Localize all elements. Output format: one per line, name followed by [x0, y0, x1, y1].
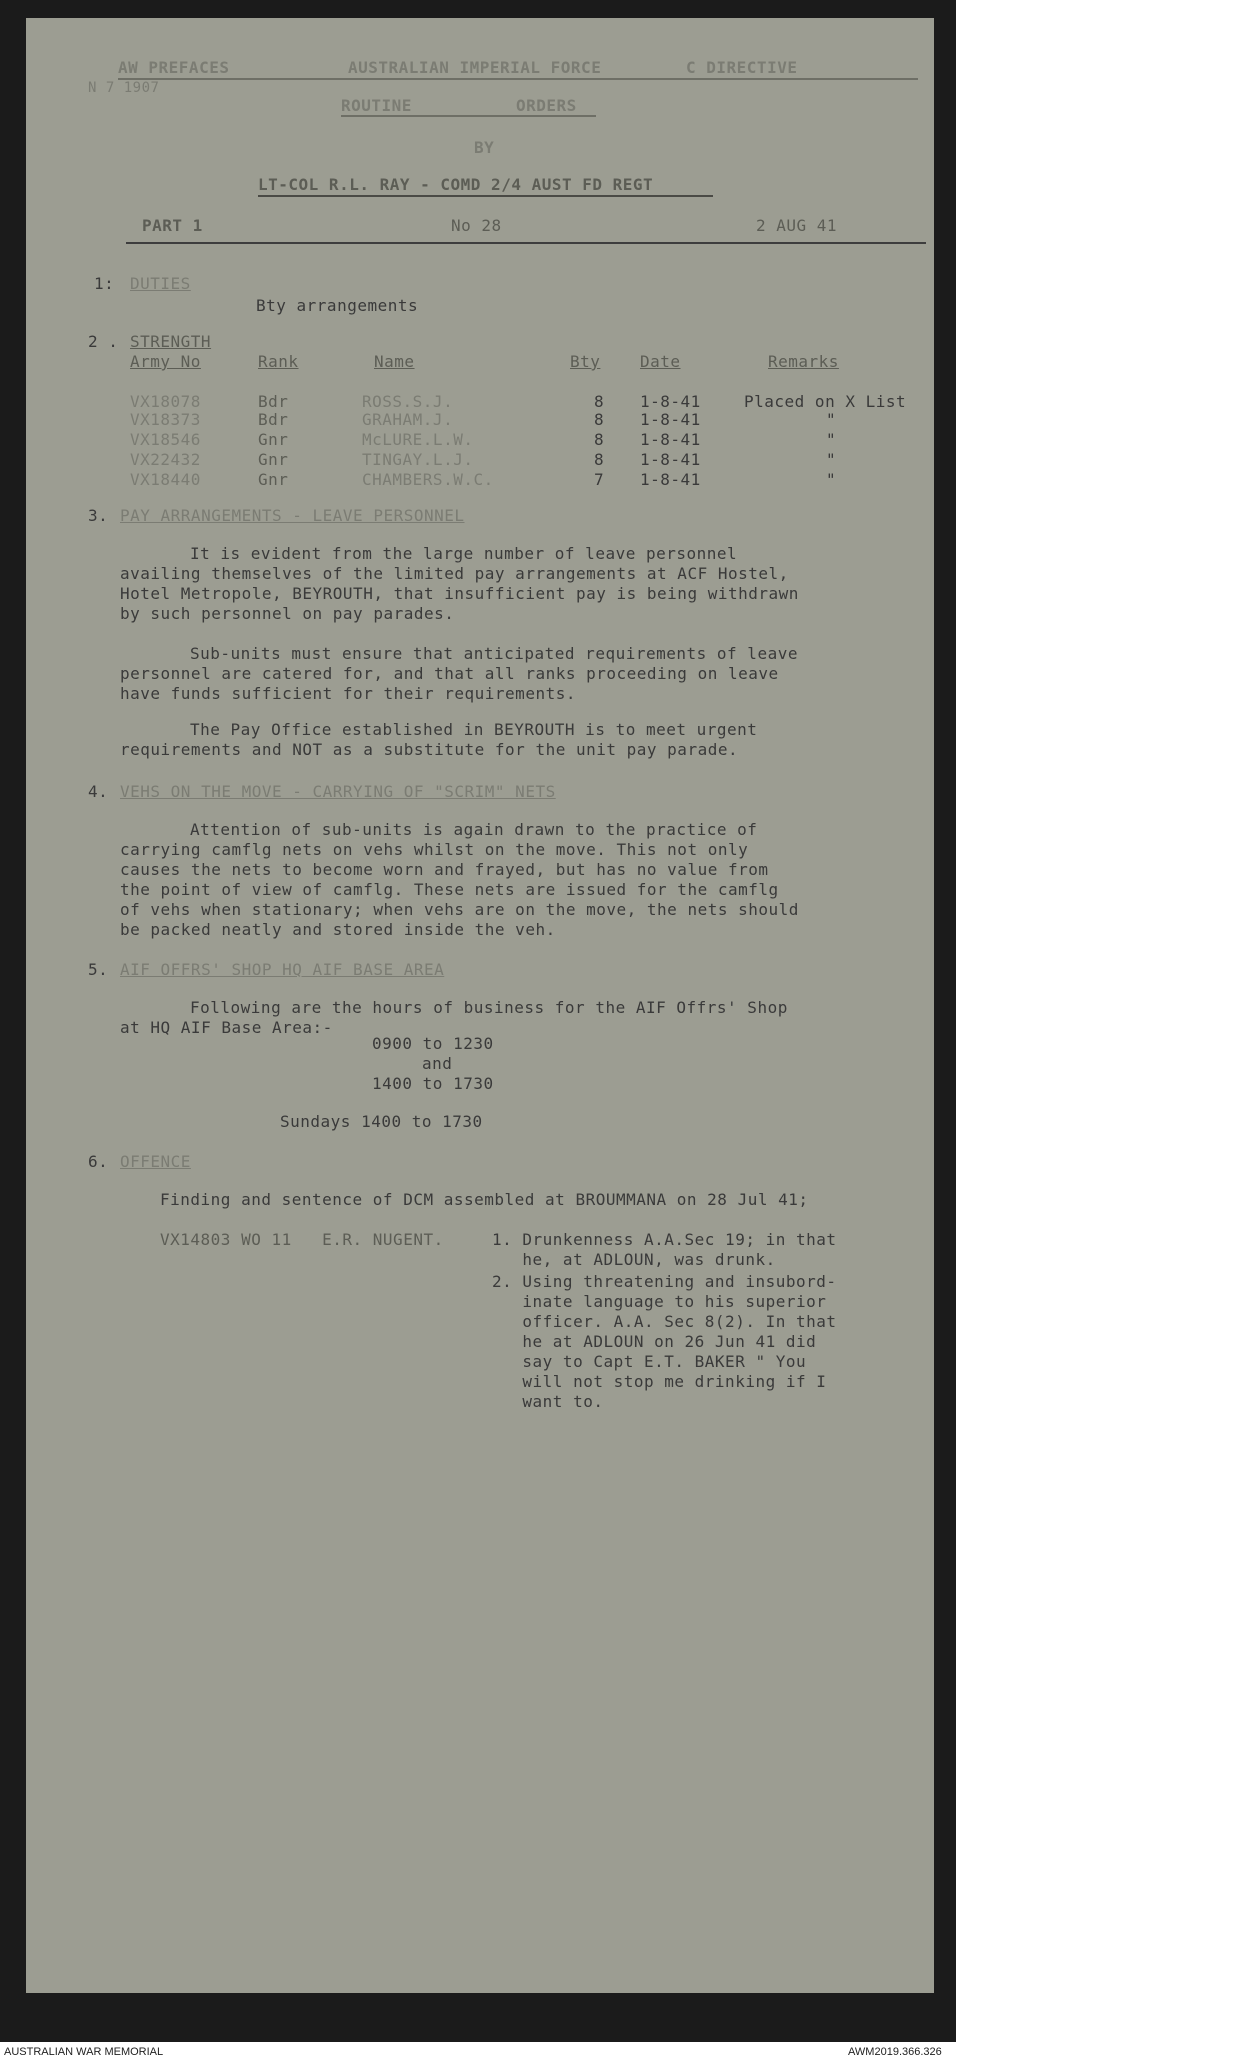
header-line2-underline	[341, 115, 596, 117]
header-line1-left: AW PREFACES	[118, 58, 230, 77]
header-part: PART 1	[142, 216, 203, 235]
pay-line: requirements and NOT as a substitute for the unit pay parade.	[120, 740, 739, 759]
offence-charge-line: want to.	[492, 1392, 604, 1411]
pay-line: The Pay Office established in BEYROUTH is to meet urgent	[190, 720, 758, 739]
vehs-number: 4.	[88, 782, 109, 801]
shop-hours-afternoon: 1400 to 1730	[372, 1074, 494, 1093]
strength-cell-name: McLURE.L.W.	[362, 430, 474, 449]
strength-cell-bty: 8	[594, 450, 605, 469]
strength-cell-bty: 7	[594, 470, 605, 489]
strength-cell-date: 1-8-41	[640, 392, 701, 411]
footer-credit: AUSTRALIAN WAR MEMORIAL	[4, 2046, 164, 2058]
offence-intro: Finding and sentence of DCM assembled at BROUMMANA on 28 Jul 41;	[160, 1190, 809, 1209]
vehs-line: carrying camflg nets on vehs whilst on the move. This not only	[120, 840, 749, 859]
footer-accession-number: AWM2019.366.326	[848, 2046, 942, 2058]
shop-line: Following are the hours of business for the AIF Offrs' Shop	[190, 998, 788, 1017]
offence-charge-line: inate language to his superior	[492, 1292, 827, 1311]
pay-line: have funds sufficient for their requirements.	[120, 684, 576, 703]
shop-hours-morning: 0900 to 1230	[372, 1034, 494, 1053]
strength-cell-remarks: "	[826, 430, 837, 449]
duties-number: 1:	[94, 274, 115, 293]
shop-line: at HQ AIF Base Area:-	[120, 1018, 333, 1037]
strength-cell-remarks: Placed on X List	[744, 392, 907, 411]
strength-cell-army-no: VX22432	[130, 450, 201, 469]
strength-cell-name: GRAHAM.J.	[362, 410, 454, 429]
strength-cell-army-no: VX18078	[130, 392, 201, 411]
strength-cell-rank: Gnr	[258, 470, 289, 489]
pay-line: availing themselves of the limited pay arrangements at ACF Hostel,	[120, 564, 789, 583]
strength-cell-bty: 8	[594, 392, 605, 411]
strength-cell-remarks: "	[826, 470, 837, 489]
offence-charge-line: will not stop me drinking if I	[492, 1372, 827, 1391]
pay-line: Hotel Metropole, BEYROUTH, that insufficient pay is being withdrawn	[120, 584, 799, 603]
strength-number: 2 .	[88, 332, 119, 351]
pay-line: personnel are catered for, and that all ranks proceeding on leave	[120, 664, 779, 683]
strength-title: STRENGTH	[130, 332, 212, 351]
vehs-line: be packed neatly and stored inside the veh.	[120, 920, 556, 939]
document-sheet	[26, 18, 934, 1993]
vehs-line: of vehs when stationary; when vehs are on the move, the nets should	[120, 900, 799, 919]
offence-soldier: VX14803 WO 11 E.R. NUGENT.	[160, 1230, 444, 1249]
offence-charge-line: 1. Drunkenness A.A.Sec 19; in that	[492, 1230, 837, 1249]
strength-cell-army-no: VX18373	[130, 410, 201, 429]
strength-cell-name: TINGAY.L.J.	[362, 450, 474, 469]
vehs-line: causes the nets to become worn and frayed, but has no value from	[120, 860, 769, 879]
strength-cell-rank: Gnr	[258, 450, 289, 469]
vehs-line: the point of view of camflg. These nets are issued for the camflg	[120, 880, 779, 899]
vehs-line: Attention of sub-units is again drawn to the practice of	[190, 820, 758, 839]
offence-charge-line: he, at ADLOUN, was drunk.	[492, 1250, 776, 1269]
strength-col-army-no: Army No	[130, 352, 201, 371]
header-line1-sub: N 7 1907	[88, 80, 160, 96]
header-line2-right: ORDERS	[516, 96, 577, 115]
duties-title: DUTIES	[130, 274, 191, 293]
offence-charge-line: 2. Using threatening and insubord-	[492, 1272, 837, 1291]
strength-cell-date: 1-8-41	[640, 410, 701, 429]
header-by: BY	[474, 138, 495, 157]
pay-line: Sub-units must ensure that anticipated requirements of leave	[190, 644, 798, 663]
offence-charge-line: officer. A.A. Sec 8(2). In that	[492, 1312, 837, 1331]
strength-col-date: Date	[640, 352, 681, 371]
strength-cell-bty: 8	[594, 410, 605, 429]
header-commander: LT-COL R.L. RAY - COMD 2/4 AUST FD REGT	[258, 175, 654, 194]
pay-number: 3.	[88, 506, 109, 525]
offence-title: OFFENCE	[120, 1152, 191, 1171]
strength-cell-date: 1-8-41	[640, 470, 701, 489]
header-commander-underline	[258, 195, 713, 197]
offence-charge-line: he at ADLOUN on 26 Jun 41 did	[492, 1332, 817, 1351]
strength-cell-army-no: VX18546	[130, 430, 201, 449]
strength-col-bty: Bty	[570, 352, 601, 371]
shop-hours-sundays: Sundays 1400 to 1730	[280, 1112, 483, 1131]
header-line1-underline	[118, 78, 918, 80]
vehs-title: VEHS ON THE MOVE - CARRYING OF "SCRIM" NETS	[120, 782, 556, 801]
strength-cell-rank: Bdr	[258, 392, 289, 411]
offence-number: 6.	[88, 1152, 109, 1171]
offence-charge-line: say to Capt E.T. BAKER " You	[492, 1352, 807, 1371]
strength-cell-date: 1-8-41	[640, 450, 701, 469]
header-line1-right: C DIRECTIVE	[686, 58, 798, 77]
duties-body: Bty arrangements	[256, 296, 419, 315]
strength-col-remarks: Remarks	[768, 352, 839, 371]
header-number: No 28	[451, 216, 502, 235]
strength-cell-name: ROSS.S.J.	[362, 392, 454, 411]
header-date: 2 AUG 41	[756, 216, 838, 235]
header-line1-mid: AUSTRALIAN IMPERIAL FORCE	[348, 58, 602, 77]
pay-line: by such personnel on pay parades.	[120, 604, 455, 623]
strength-cell-rank: Gnr	[258, 430, 289, 449]
shop-title: AIF OFFRS' SHOP HQ AIF BASE AREA	[120, 960, 445, 979]
strength-cell-bty: 8	[594, 430, 605, 449]
strength-cell-remarks: "	[826, 410, 837, 429]
strength-col-rank: Rank	[258, 352, 299, 371]
shop-hours-and: and	[422, 1054, 453, 1073]
strength-cell-remarks: "	[826, 450, 837, 469]
header-rule	[126, 242, 926, 244]
pay-title: PAY ARRANGEMENTS - LEAVE PERSONNEL	[120, 506, 465, 525]
shop-number: 5.	[88, 960, 109, 979]
strength-cell-name: CHAMBERS.W.C.	[362, 470, 494, 489]
strength-cell-army-no: VX18440	[130, 470, 201, 489]
strength-col-name: Name	[374, 352, 415, 371]
pay-line: It is evident from the large number of leave personnel	[190, 544, 738, 563]
strength-cell-rank: Bdr	[258, 410, 289, 429]
strength-cell-date: 1-8-41	[640, 430, 701, 449]
header-line2-left: ROUTINE	[341, 96, 412, 115]
